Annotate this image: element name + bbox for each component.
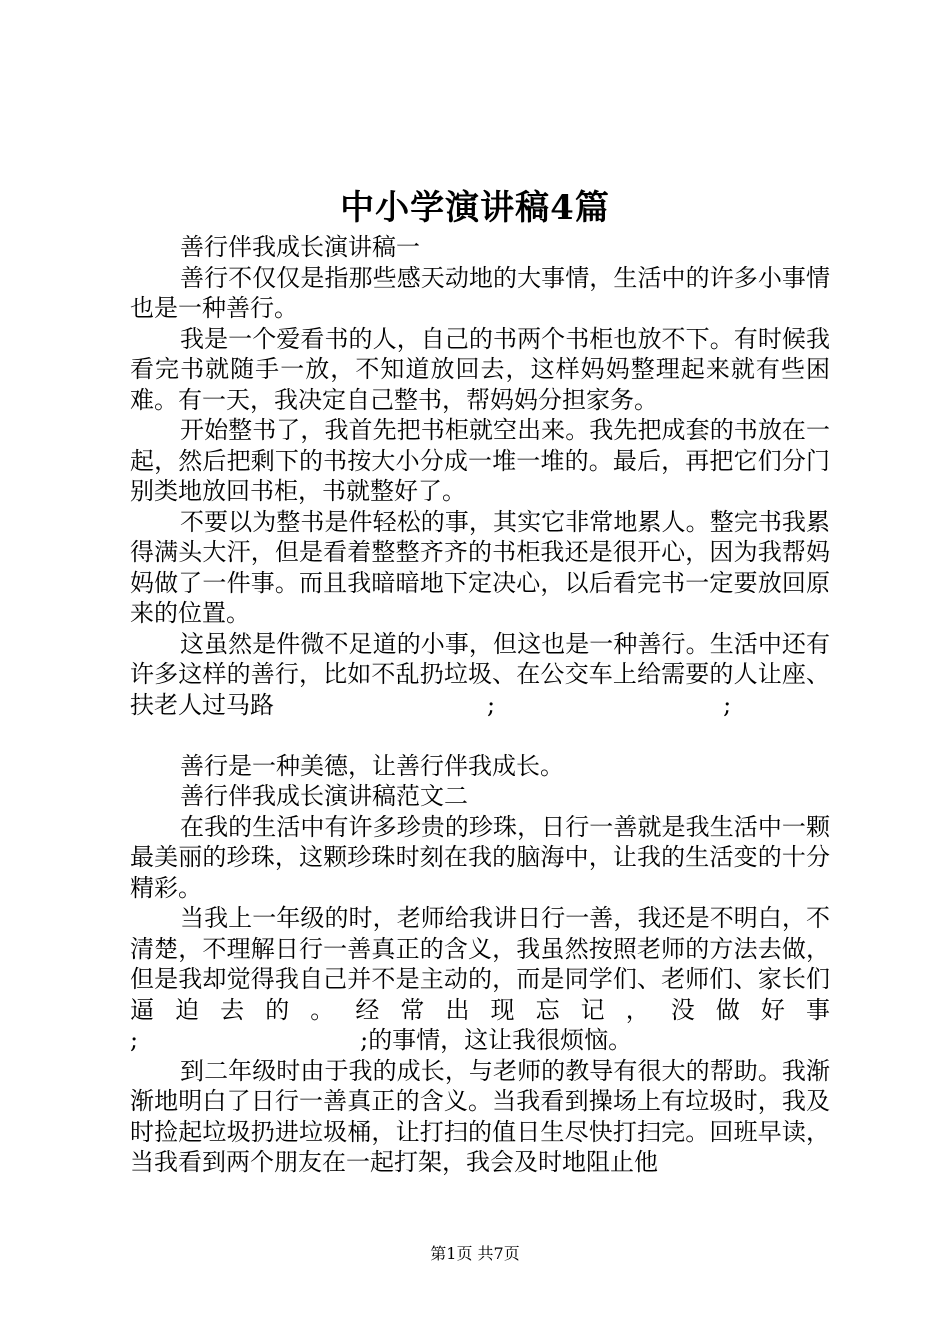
- section-heading-1: 善行伴我成长演讲稿一: [180, 233, 420, 261]
- blank-line: [130, 720, 830, 751]
- paragraph: 在我的生活中有许多珍贵的珍珠，日行一善就是我生活中一颗最美丽的珍珠，这颗珍珠时刻在我的脑海中，让我的生活变的十分精彩。: [130, 812, 830, 902]
- paragraph: 我是一个爱看书的人，自己的书两个书柜也放不下。有时候我看完书就随手一放，不知道放回去，这样妈妈整理起来就有些困难。有一天，我决定自己整书，帮妈妈分担家务。: [130, 324, 830, 414]
- semicolon: ;: [487, 690, 496, 719]
- document-body: [130, 232, 830, 1178]
- paragraph: 善行不仅仅是指那些感天动地的大事情，生活中的许多小事情也是一种善行。: [130, 263, 830, 322]
- section-heading-2: 善行伴我成长演讲稿范文二: [180, 782, 468, 810]
- semicolon: ;: [130, 1026, 139, 1054]
- paragraph: [130, 629, 830, 721]
- page-footer: 第1页 共7页: [430, 1244, 520, 1263]
- paragraph: 到二年级时由于我的成长，与老师的教导有很大的帮助。我渐渐地明白了日行一善真正的含义。当我看到操场上有垃圾时，我及时捡起垃圾扔进垃圾桶，让打扫的值日生尽快打扫完。回班早读，当我看到两个朋友在一起打架，我会及时地阻止他: [130, 1056, 830, 1176]
- semicolon: ;: [360, 1026, 369, 1054]
- page-title: 中小学演讲稿4篇: [340, 188, 610, 228]
- paragraph: 不要以为整书是件轻松的事，其实它非常地累人。整完书我累得满头大汗，但是看着整整齐齐的书柜我还是很开心，因为我帮妈妈做了一件事。而且我暗暗地下定决心，以后看完书一定要放回原来的位置。: [130, 507, 830, 627]
- paragraph: 善行是一种美德，让善行伴我成长。: [180, 751, 564, 780]
- paragraph-text: 的事情，这让我很烦恼。: [368, 1026, 633, 1054]
- paragraph: 当我上一年级的时，老师给我讲日行一善，我还是不明白，不清楚，不理解日行一善真正的含义，我虽然按照老师的方法去做，但是我却觉得我自己并不是主动的，而是同学们、老师们、家长们逼迫去的。经常出现忘记，没做好事: [130, 904, 830, 1024]
- semicolon: ;: [723, 690, 732, 719]
- paragraph-text: 这虽然是件微不足道的小事，但这也是一种善行。生活中还有许多这样的善行，比如不乱扔垃圾、在公交车上给需要的人让座、扶老人过马路: [130, 629, 830, 719]
- paragraph-continuation: [130, 1025, 830, 1056]
- paragraph: 开始整书了，我首先把书柜就空出来。我先把成套的书放在一起，然后把剩下的书按大小分成一堆一堆的。最后，再把它们分门别类地放回书柜，书就整好了。: [130, 416, 830, 505]
